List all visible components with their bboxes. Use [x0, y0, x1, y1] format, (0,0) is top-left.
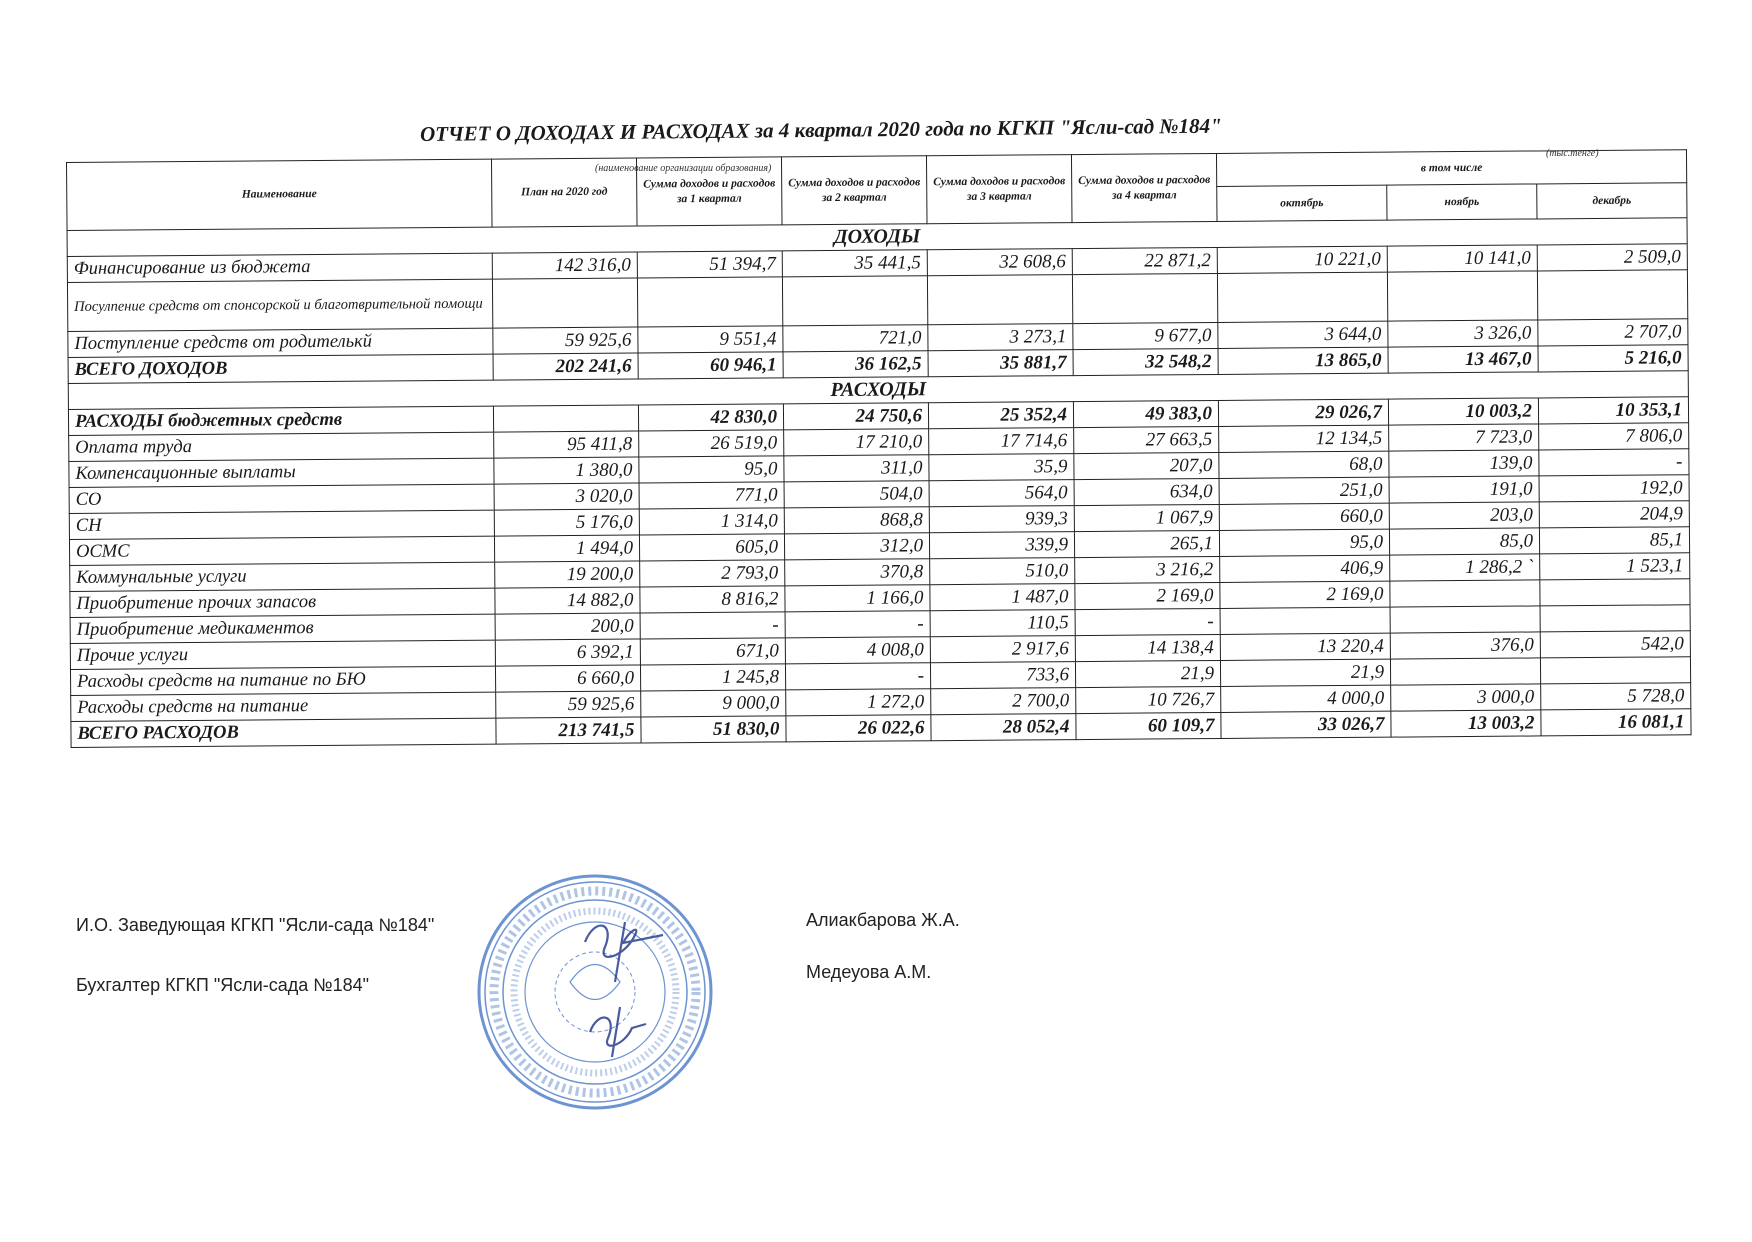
row-value: 312,0	[784, 533, 929, 560]
row-value: 370,8	[785, 559, 930, 586]
row-value: 939,3	[929, 506, 1074, 533]
row-value: 95 411,8	[494, 431, 639, 458]
row-value: 213 741,5	[496, 717, 641, 744]
report-title: ОТЧЕТ О ДОХОДАХ И РАСХОДАХ за 4 квартал 2020 года по КГКП "Ясли-сад №184"	[419, 113, 1222, 146]
row-value: 10 141,0	[1387, 245, 1537, 272]
row-value: 21,9	[1075, 660, 1220, 687]
row-value: 191,0	[1389, 476, 1539, 503]
row-value: 1 272,0	[786, 689, 931, 716]
row-value: 17 714,6	[929, 428, 1074, 455]
row-value: 5 728,0	[1541, 683, 1691, 710]
row-value: 671,0	[640, 638, 785, 665]
row-value	[1537, 270, 1687, 320]
head-position: И.О. Заведующая КГКП "Ясли-сада №184"	[76, 915, 435, 935]
row-label: ВСЕГО ДОХОДОВ	[68, 354, 493, 383]
row-value: 265,1	[1074, 530, 1219, 557]
row-value: 4 008,0	[785, 637, 930, 664]
row-value: 51 830,0	[641, 716, 786, 743]
header-including: в том числе	[1216, 150, 1686, 187]
row-value: 35 441,5	[782, 250, 927, 277]
header-november: ноябрь	[1387, 184, 1537, 220]
row-label: РАСХОДЫ бюджетных средств	[68, 406, 493, 435]
row-value: 1 487,0	[930, 584, 1075, 611]
row-value	[1217, 272, 1387, 322]
row-value: 3 216,2	[1075, 556, 1220, 583]
organization-caption: (наименование организации образования)	[595, 163, 772, 174]
row-label: Приобритение прочих запасов	[70, 588, 495, 617]
row-label: Прочие услуги	[70, 640, 495, 669]
row-value: 2 707,0	[1538, 319, 1688, 346]
row-value: 1 380,0	[494, 457, 639, 484]
row-value: 139,0	[1389, 450, 1539, 477]
row-value	[1540, 605, 1690, 632]
report-table	[66, 149, 1692, 748]
row-value: 634,0	[1074, 478, 1219, 505]
row-value: 1 286,2 `	[1390, 554, 1540, 581]
row-value: 49 383,0	[1073, 400, 1218, 427]
row-value: 95,0	[639, 456, 784, 483]
row-value: 42 830,0	[638, 404, 783, 431]
row-value: 68,0	[1219, 451, 1389, 478]
row-value	[1072, 273, 1217, 323]
row-value: 5 176,0	[494, 509, 639, 536]
row-value: -	[785, 663, 930, 690]
row-value: 406,9	[1220, 555, 1390, 582]
row-value: 19 200,0	[495, 561, 640, 588]
row-value: 251,0	[1219, 477, 1389, 504]
row-value: 3 644,0	[1218, 321, 1388, 348]
row-value	[1540, 579, 1690, 606]
header-q1: Сумма доходов и расходов за 1 квартал	[636, 157, 782, 226]
row-value: 4 000,0	[1221, 685, 1391, 712]
row-label: Приобритение медикаментов	[70, 614, 495, 643]
row-value: 2 917,6	[930, 636, 1075, 663]
row-value: 14 882,0	[495, 587, 640, 614]
header-name: Наименование	[67, 159, 493, 230]
header-q3: Сумма доходов и расходов за 3 квартал	[926, 155, 1072, 224]
row-value: 17 210,0	[784, 429, 929, 456]
row-value: 204,9	[1539, 501, 1689, 528]
row-value	[492, 278, 637, 328]
row-value: 21,9	[1220, 659, 1390, 686]
row-value: 339,9	[929, 532, 1074, 559]
row-value: 142 316,0	[492, 252, 637, 279]
row-value: 10 221,0	[1217, 246, 1387, 273]
row-value: 13 865,0	[1218, 347, 1388, 374]
row-value	[1390, 580, 1540, 607]
row-value: 6 660,0	[495, 665, 640, 692]
row-value	[637, 277, 782, 327]
row-value: 9 677,0	[1073, 322, 1218, 349]
seal-rings	[479, 876, 711, 1108]
row-value: 110,5	[930, 610, 1075, 637]
report-table-body	[67, 218, 1691, 748]
row-value: 771,0	[639, 482, 784, 509]
row-value: 27 663,5	[1074, 426, 1219, 453]
row-value: 660,0	[1219, 503, 1389, 530]
row-value: 733,6	[930, 662, 1075, 689]
row-label: СО	[69, 484, 494, 513]
row-value: 22 871,2	[1072, 247, 1217, 274]
row-value	[493, 405, 638, 432]
row-value: 10 726,7	[1076, 686, 1221, 713]
row-label: Расходы средств на питание	[71, 692, 496, 721]
row-value: 1 314,0	[639, 508, 784, 535]
row-value	[927, 275, 1072, 325]
row-label: Посулпение средств от спонсорской и благотврительной помощи	[67, 279, 492, 331]
row-value: 5 216,0	[1538, 345, 1688, 372]
row-value: 510,0	[930, 558, 1075, 585]
row-value: 202 241,6	[493, 353, 638, 380]
head-name: Алиакбарова Ж.А.	[806, 910, 960, 930]
row-label: Коммунальные услуги	[70, 562, 495, 591]
row-value: 60 946,1	[638, 352, 783, 379]
row-value: 32 608,6	[927, 249, 1072, 276]
row-value: 2 793,0	[640, 560, 785, 587]
row-value: 2 169,0	[1220, 581, 1390, 608]
accountant-name: Медеуова А.М.	[806, 962, 932, 982]
row-value: 200,0	[495, 613, 640, 640]
row-value: 29 026,7	[1218, 399, 1388, 426]
row-value: 59 925,6	[493, 327, 638, 354]
row-value: 3 020,0	[494, 483, 639, 510]
header-december: декабрь	[1537, 183, 1687, 219]
row-value: 504,0	[784, 481, 929, 508]
row-value: 26 519,0	[639, 430, 784, 457]
row-value: 36 162,5	[783, 351, 928, 378]
row-label: Расходы средств на питание по БЮ	[70, 666, 495, 695]
row-label: Компенсационные выплаты	[69, 458, 494, 487]
units-label: (тыс.тенге)	[1546, 148, 1599, 159]
row-value: -	[640, 612, 785, 639]
row-value: 542,0	[1540, 631, 1690, 658]
row-value: 35 881,7	[928, 350, 1073, 377]
row-label: СН	[69, 510, 494, 539]
row-value: 868,8	[784, 507, 929, 534]
header-q2: Сумма доходов и расходов за 2 квартал	[781, 156, 927, 225]
row-value: 60 109,7	[1076, 712, 1221, 739]
row-value: 207,0	[1074, 452, 1219, 479]
accountant-position: Бухгалтер КГКП "Ясли-сада №184"	[76, 975, 370, 995]
row-value: 14 138,4	[1075, 634, 1220, 661]
row-label: ВСЕГО РАСХОДОВ	[71, 718, 496, 747]
row-value: 203,0	[1389, 502, 1539, 529]
row-value: 564,0	[929, 480, 1074, 507]
row-value: 59 925,6	[496, 691, 641, 718]
row-value	[782, 276, 927, 326]
row-value: 2 509,0	[1537, 244, 1687, 271]
row-value: 311,0	[784, 455, 929, 482]
row-value: 7 723,0	[1389, 424, 1539, 451]
row-value: 85,1	[1539, 527, 1689, 554]
row-value	[1540, 657, 1690, 684]
row-value: 95,0	[1219, 529, 1389, 556]
row-value: 10 003,2	[1388, 398, 1538, 425]
header-plan: План на 2020 год	[491, 158, 637, 227]
row-value: 376,0	[1390, 632, 1540, 659]
row-label: Финансирование из бюджета	[67, 253, 492, 282]
row-value: 1 523,1	[1540, 553, 1690, 580]
expense-section-title: РАСХОДЫ	[68, 371, 1688, 410]
header-q4: Сумма доходов и расходов за 4 квартал	[1071, 153, 1217, 222]
row-value: -	[1075, 608, 1220, 635]
row-value: 35,9	[929, 454, 1074, 481]
income-section-title: ДОХОДЫ	[67, 218, 1687, 257]
row-value: 1 494,0	[494, 535, 639, 562]
row-value: 9 000,0	[641, 690, 786, 717]
row-label: Поступление средств от родителькй	[68, 328, 493, 357]
row-value: 3 326,0	[1388, 320, 1538, 347]
row-value: 28 052,4	[931, 714, 1076, 741]
row-value: 85,0	[1389, 528, 1539, 555]
row-value: 26 022,6	[786, 715, 931, 742]
row-value: 10 353,1	[1538, 397, 1688, 424]
row-value: 13 003,2	[1391, 710, 1541, 737]
row-value: 25 352,4	[928, 402, 1073, 429]
row-value: 3 273,1	[928, 324, 1073, 351]
row-value: 24 750,6	[783, 403, 928, 430]
row-value: 1 067,9	[1074, 504, 1219, 531]
row-value: 192,0	[1539, 475, 1689, 502]
row-value: 3 000,0	[1391, 684, 1541, 711]
row-value	[1390, 658, 1540, 685]
row-value: 12 134,5	[1219, 425, 1389, 452]
row-value	[1387, 271, 1537, 321]
row-value: 13 467,0	[1388, 346, 1538, 373]
row-value: 32 548,2	[1073, 348, 1218, 375]
row-label: ОСМС	[69, 536, 494, 565]
row-value: 13 220,4	[1220, 633, 1390, 660]
row-value: 721,0	[783, 325, 928, 352]
row-value: -	[1539, 449, 1689, 476]
row-value	[1390, 606, 1540, 633]
row-value: 1 166,0	[785, 585, 930, 612]
row-value: 2 700,0	[931, 688, 1076, 715]
row-value: -	[785, 611, 930, 638]
row-value: 8 816,2	[640, 586, 785, 613]
header-october: октябрь	[1217, 185, 1387, 221]
row-value: 6 392,1	[495, 639, 640, 666]
row-value: 9 551,4	[638, 326, 783, 353]
official-seal	[475, 872, 715, 1112]
row-value	[1220, 607, 1390, 634]
row-value: 51 394,7	[637, 251, 782, 278]
row-value: 1 245,8	[640, 664, 785, 691]
row-value: 2 169,0	[1075, 582, 1220, 609]
signature-marks	[585, 922, 663, 1057]
report-table-container	[66, 149, 1691, 748]
row-value: 7 806,0	[1539, 423, 1689, 450]
row-value: 16 081,1	[1541, 709, 1691, 736]
row-value: 33 026,7	[1221, 711, 1391, 738]
row-value: 605,0	[639, 534, 784, 561]
row-label: Оплата труда	[69, 432, 494, 461]
